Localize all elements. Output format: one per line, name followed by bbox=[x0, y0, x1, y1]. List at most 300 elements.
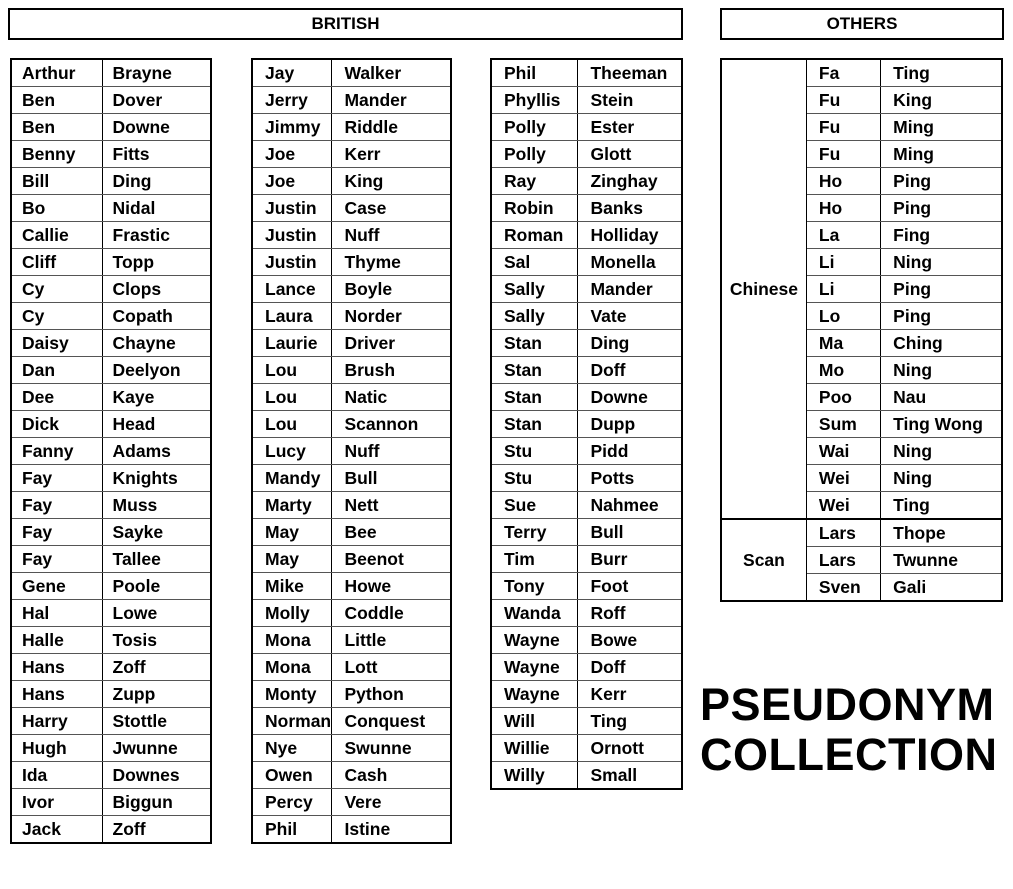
name-row bbox=[721, 519, 1002, 547]
first-name-cell: Polly bbox=[491, 114, 578, 141]
first-name-cell: Justin bbox=[252, 195, 332, 222]
first-name-cell: Hans bbox=[11, 681, 102, 708]
name-row bbox=[491, 519, 682, 546]
surname-cell: Ning bbox=[881, 249, 1002, 276]
surname-cell: Jwunne bbox=[102, 735, 211, 762]
first-name-cell: Ray bbox=[491, 168, 578, 195]
surname-cell: Ping bbox=[881, 303, 1002, 330]
surname-cell: Nidal bbox=[102, 195, 211, 222]
name-row bbox=[252, 411, 451, 438]
name-row bbox=[11, 816, 211, 844]
surname-cell: Copath bbox=[102, 303, 211, 330]
surname-cell: Mander bbox=[332, 87, 451, 114]
first-name-cell: Willie bbox=[491, 735, 578, 762]
first-name-cell: Sally bbox=[491, 276, 578, 303]
name-row bbox=[491, 303, 682, 330]
surname-cell: Thope bbox=[881, 519, 1002, 547]
name-row bbox=[491, 654, 682, 681]
name-row bbox=[11, 303, 211, 330]
first-name-cell: Tony bbox=[491, 573, 578, 600]
first-name-cell: Fay bbox=[11, 546, 102, 573]
british-names-column-1 bbox=[10, 58, 212, 844]
name-row bbox=[11, 681, 211, 708]
surname-cell: Potts bbox=[578, 465, 682, 492]
surname-cell: Chayne bbox=[102, 330, 211, 357]
surname-cell: Poole bbox=[102, 573, 211, 600]
first-name-cell: Joe bbox=[252, 168, 332, 195]
name-row bbox=[11, 762, 211, 789]
first-name-cell: Fay bbox=[11, 465, 102, 492]
surname-cell: Mander bbox=[578, 276, 682, 303]
name-row bbox=[252, 654, 451, 681]
first-name-cell: Justin bbox=[252, 249, 332, 276]
name-row bbox=[252, 168, 451, 195]
first-name-cell: Norman bbox=[252, 708, 332, 735]
name-row bbox=[491, 735, 682, 762]
surname-cell: Knights bbox=[102, 465, 211, 492]
first-name-cell: Lou bbox=[252, 384, 332, 411]
name-row bbox=[11, 735, 211, 762]
name-row bbox=[11, 276, 211, 303]
first-name-cell: Gene bbox=[11, 573, 102, 600]
surname-cell: Conquest bbox=[332, 708, 451, 735]
surname-cell: Walker bbox=[332, 59, 451, 87]
name-row bbox=[491, 330, 682, 357]
name-row bbox=[491, 600, 682, 627]
surname-cell: Lowe bbox=[102, 600, 211, 627]
surname-cell: Little bbox=[332, 627, 451, 654]
surname-cell: Norder bbox=[332, 303, 451, 330]
surname-cell: Ting bbox=[881, 492, 1002, 520]
first-name-cell: Fu bbox=[806, 141, 880, 168]
first-name-cell: Harry bbox=[11, 708, 102, 735]
british-names-column-2 bbox=[251, 58, 452, 844]
first-name-cell: Phil bbox=[491, 59, 578, 87]
first-name-cell: Stan bbox=[491, 411, 578, 438]
surname-cell: Dover bbox=[102, 87, 211, 114]
surname-cell: Stottle bbox=[102, 708, 211, 735]
surname-cell: Brush bbox=[332, 357, 451, 384]
name-row bbox=[11, 411, 211, 438]
surname-cell: Kerr bbox=[332, 141, 451, 168]
surname-cell: Gali bbox=[881, 574, 1002, 602]
surname-cell: Tosis bbox=[102, 627, 211, 654]
name-row bbox=[11, 222, 211, 249]
name-row bbox=[252, 627, 451, 654]
surname-cell: Small bbox=[578, 762, 682, 790]
name-row bbox=[11, 519, 211, 546]
title-line-1: PSEUDONYM bbox=[700, 679, 995, 730]
surname-cell: Ting Wong bbox=[881, 411, 1002, 438]
first-name-cell: Lars bbox=[806, 547, 880, 574]
first-name-cell: Fanny bbox=[11, 438, 102, 465]
surname-cell: King bbox=[881, 87, 1002, 114]
name-row bbox=[491, 357, 682, 384]
surname-cell: Banks bbox=[578, 195, 682, 222]
first-name-cell: Ma bbox=[806, 330, 880, 357]
first-name-cell: Laurie bbox=[252, 330, 332, 357]
first-name-cell: Lou bbox=[252, 357, 332, 384]
first-name-cell: Polly bbox=[491, 141, 578, 168]
surname-cell: Burr bbox=[578, 546, 682, 573]
surname-cell: Vate bbox=[578, 303, 682, 330]
first-name-cell: Monty bbox=[252, 681, 332, 708]
first-name-cell: Fay bbox=[11, 492, 102, 519]
first-name-cell: Sven bbox=[806, 574, 880, 602]
name-row bbox=[252, 816, 451, 844]
first-name-cell: Cliff bbox=[11, 249, 102, 276]
name-row bbox=[491, 87, 682, 114]
surname-cell: Foot bbox=[578, 573, 682, 600]
surname-cell: Ning bbox=[881, 357, 1002, 384]
surname-cell: Stein bbox=[578, 87, 682, 114]
surname-cell: Zupp bbox=[102, 681, 211, 708]
surname-cell: Downe bbox=[102, 114, 211, 141]
others-names-table bbox=[720, 58, 1003, 602]
name-row bbox=[491, 762, 682, 790]
first-name-cell: Tim bbox=[491, 546, 578, 573]
name-row bbox=[11, 87, 211, 114]
name-row bbox=[491, 573, 682, 600]
name-row bbox=[11, 114, 211, 141]
first-name-cell: Lou bbox=[252, 411, 332, 438]
first-name-cell: Phyllis bbox=[491, 87, 578, 114]
first-name-cell: Ho bbox=[806, 195, 880, 222]
first-name-cell: Will bbox=[491, 708, 578, 735]
name-row bbox=[252, 141, 451, 168]
name-row bbox=[491, 59, 682, 87]
first-name-cell: Stu bbox=[491, 438, 578, 465]
first-name-cell: Lucy bbox=[252, 438, 332, 465]
name-row bbox=[11, 141, 211, 168]
name-row bbox=[491, 141, 682, 168]
first-name-cell: Bo bbox=[11, 195, 102, 222]
first-name-cell: Justin bbox=[252, 222, 332, 249]
name-row bbox=[252, 492, 451, 519]
first-name-cell: Nye bbox=[252, 735, 332, 762]
surname-cell: Holliday bbox=[578, 222, 682, 249]
name-row bbox=[11, 492, 211, 519]
surname-cell: Ting bbox=[578, 708, 682, 735]
first-name-cell: Fay bbox=[11, 519, 102, 546]
name-row bbox=[491, 546, 682, 573]
name-row bbox=[252, 87, 451, 114]
name-row bbox=[11, 465, 211, 492]
first-name-cell: Stan bbox=[491, 357, 578, 384]
first-name-cell: Daisy bbox=[11, 330, 102, 357]
name-row bbox=[252, 681, 451, 708]
surname-cell: Zoff bbox=[102, 654, 211, 681]
first-name-cell: Hans bbox=[11, 654, 102, 681]
surname-cell: Ping bbox=[881, 276, 1002, 303]
surname-cell: King bbox=[332, 168, 451, 195]
first-name-cell: Arthur bbox=[11, 59, 102, 87]
name-row bbox=[252, 735, 451, 762]
first-name-cell: Wayne bbox=[491, 681, 578, 708]
surname-cell: Nau bbox=[881, 384, 1002, 411]
surname-cell: Python bbox=[332, 681, 451, 708]
first-name-cell: Ben bbox=[11, 87, 102, 114]
name-row bbox=[11, 59, 211, 87]
name-row bbox=[252, 357, 451, 384]
name-row bbox=[11, 627, 211, 654]
surname-cell: Muss bbox=[102, 492, 211, 519]
name-row bbox=[252, 114, 451, 141]
first-name-cell: Mona bbox=[252, 627, 332, 654]
surname-cell: Kaye bbox=[102, 384, 211, 411]
first-name-cell: Joe bbox=[252, 141, 332, 168]
surname-cell: Driver bbox=[332, 330, 451, 357]
surname-cell: Lott bbox=[332, 654, 451, 681]
surname-cell: Head bbox=[102, 411, 211, 438]
surname-cell: Scannon bbox=[332, 411, 451, 438]
name-row bbox=[491, 114, 682, 141]
first-name-cell: May bbox=[252, 546, 332, 573]
surname-cell: Boyle bbox=[332, 276, 451, 303]
name-row bbox=[491, 681, 682, 708]
first-name-cell: Dee bbox=[11, 384, 102, 411]
name-row bbox=[252, 438, 451, 465]
first-name-cell: Jerry bbox=[252, 87, 332, 114]
surname-cell: Topp bbox=[102, 249, 211, 276]
surname-cell: Ching bbox=[881, 330, 1002, 357]
surname-cell: Pidd bbox=[578, 438, 682, 465]
first-name-cell: Wanda bbox=[491, 600, 578, 627]
surname-cell: Roff bbox=[578, 600, 682, 627]
first-name-cell: Mona bbox=[252, 654, 332, 681]
surname-cell: Downe bbox=[578, 384, 682, 411]
first-name-cell: Callie bbox=[11, 222, 102, 249]
name-row bbox=[11, 546, 211, 573]
surname-cell: Ornott bbox=[578, 735, 682, 762]
name-row bbox=[11, 384, 211, 411]
surname-cell: Sayke bbox=[102, 519, 211, 546]
first-name-cell: Wayne bbox=[491, 654, 578, 681]
surname-cell: Nett bbox=[332, 492, 451, 519]
first-name-cell: Jack bbox=[11, 816, 102, 844]
british-header: BRITISH bbox=[8, 8, 683, 40]
first-name-cell: Wayne bbox=[491, 627, 578, 654]
surname-cell: Cash bbox=[332, 762, 451, 789]
name-row bbox=[252, 789, 451, 816]
first-name-cell: Lance bbox=[252, 276, 332, 303]
name-row bbox=[11, 600, 211, 627]
surname-cell: Theeman bbox=[578, 59, 682, 87]
surname-cell: Clops bbox=[102, 276, 211, 303]
surname-cell: Vere bbox=[332, 789, 451, 816]
surname-cell: Fing bbox=[881, 222, 1002, 249]
surname-cell: Frastic bbox=[102, 222, 211, 249]
name-row bbox=[11, 330, 211, 357]
surname-cell: Ding bbox=[102, 168, 211, 195]
name-row bbox=[252, 573, 451, 600]
first-name-cell: Phil bbox=[252, 816, 332, 844]
surname-cell: Twunne bbox=[881, 547, 1002, 574]
surname-cell: Ping bbox=[881, 168, 1002, 195]
name-row bbox=[491, 411, 682, 438]
surname-cell: Howe bbox=[332, 573, 451, 600]
others-header: OTHERS bbox=[720, 8, 1004, 40]
name-row bbox=[252, 465, 451, 492]
first-name-cell: La bbox=[806, 222, 880, 249]
first-name-cell: Terry bbox=[491, 519, 578, 546]
first-name-cell: Li bbox=[806, 249, 880, 276]
name-row bbox=[11, 168, 211, 195]
surname-cell: Monella bbox=[578, 249, 682, 276]
first-name-cell: Sal bbox=[491, 249, 578, 276]
surname-cell: Istine bbox=[332, 816, 451, 844]
name-row bbox=[11, 357, 211, 384]
name-row bbox=[491, 384, 682, 411]
first-name-cell: Lars bbox=[806, 519, 880, 547]
first-name-cell: Wei bbox=[806, 465, 880, 492]
name-row bbox=[252, 762, 451, 789]
surname-cell: Bowe bbox=[578, 627, 682, 654]
name-row bbox=[491, 168, 682, 195]
name-row bbox=[11, 438, 211, 465]
first-name-cell: Mike bbox=[252, 573, 332, 600]
surname-cell: Beenot bbox=[332, 546, 451, 573]
surname-cell: Riddle bbox=[332, 114, 451, 141]
surname-cell: Ning bbox=[881, 465, 1002, 492]
name-row bbox=[11, 789, 211, 816]
name-row bbox=[491, 276, 682, 303]
surname-cell: Nuff bbox=[332, 438, 451, 465]
first-name-cell: Sue bbox=[491, 492, 578, 519]
first-name-cell: Stan bbox=[491, 384, 578, 411]
name-row bbox=[491, 627, 682, 654]
first-name-cell: Hal bbox=[11, 600, 102, 627]
first-name-cell: Benny bbox=[11, 141, 102, 168]
first-name-cell: Ivor bbox=[11, 789, 102, 816]
name-row bbox=[11, 195, 211, 222]
surname-cell: Bull bbox=[578, 519, 682, 546]
first-name-cell: Bill bbox=[11, 168, 102, 195]
surname-cell: Ping bbox=[881, 195, 1002, 222]
name-row bbox=[491, 222, 682, 249]
first-name-cell: Molly bbox=[252, 600, 332, 627]
surname-cell: Ding bbox=[578, 330, 682, 357]
name-row bbox=[721, 59, 1002, 87]
surname-cell: Tallee bbox=[102, 546, 211, 573]
name-row bbox=[11, 654, 211, 681]
name-row bbox=[252, 59, 451, 87]
name-row bbox=[252, 249, 451, 276]
surname-cell: Dupp bbox=[578, 411, 682, 438]
surname-cell: Nuff bbox=[332, 222, 451, 249]
first-name-cell: Laura bbox=[252, 303, 332, 330]
surname-cell: Ming bbox=[881, 141, 1002, 168]
first-name-cell: Cy bbox=[11, 276, 102, 303]
first-name-cell: Wai bbox=[806, 438, 880, 465]
first-name-cell: May bbox=[252, 519, 332, 546]
surname-cell: Ming bbox=[881, 114, 1002, 141]
first-name-cell: Ben bbox=[11, 114, 102, 141]
name-row bbox=[252, 276, 451, 303]
british-names-column-3 bbox=[490, 58, 683, 790]
surname-cell: Kerr bbox=[578, 681, 682, 708]
name-row bbox=[11, 573, 211, 600]
surname-cell: Bee bbox=[332, 519, 451, 546]
surname-cell: Fitts bbox=[102, 141, 211, 168]
name-row bbox=[252, 222, 451, 249]
first-name-cell: Lo bbox=[806, 303, 880, 330]
surname-cell: Swunne bbox=[332, 735, 451, 762]
first-name-cell: Dick bbox=[11, 411, 102, 438]
surname-cell: Ning bbox=[881, 438, 1002, 465]
surname-cell: Coddle bbox=[332, 600, 451, 627]
first-name-cell: Sum bbox=[806, 411, 880, 438]
first-name-cell: Halle bbox=[11, 627, 102, 654]
group-label-cell: Scan bbox=[721, 519, 806, 601]
first-name-cell: Willy bbox=[491, 762, 578, 790]
first-name-cell: Dan bbox=[11, 357, 102, 384]
name-row bbox=[491, 492, 682, 519]
surname-cell: Biggun bbox=[102, 789, 211, 816]
name-row bbox=[11, 708, 211, 735]
first-name-cell: Roman bbox=[491, 222, 578, 249]
surname-cell: Case bbox=[332, 195, 451, 222]
surname-cell: Ester bbox=[578, 114, 682, 141]
surname-cell: Thyme bbox=[332, 249, 451, 276]
first-name-cell: Fu bbox=[806, 87, 880, 114]
first-name-cell: Mandy bbox=[252, 465, 332, 492]
name-row bbox=[252, 384, 451, 411]
first-name-cell: Owen bbox=[252, 762, 332, 789]
name-row bbox=[252, 519, 451, 546]
first-name-cell: Poo bbox=[806, 384, 880, 411]
surname-cell: Doff bbox=[578, 654, 682, 681]
surname-cell: Natic bbox=[332, 384, 451, 411]
first-name-cell: Robin bbox=[491, 195, 578, 222]
surname-cell: Zoff bbox=[102, 816, 211, 844]
surname-cell: Zinghay bbox=[578, 168, 682, 195]
surname-cell: Doff bbox=[578, 357, 682, 384]
name-row bbox=[11, 249, 211, 276]
first-name-cell: Marty bbox=[252, 492, 332, 519]
name-row bbox=[252, 195, 451, 222]
name-row bbox=[491, 195, 682, 222]
group-label-cell: Chinese bbox=[721, 59, 806, 519]
first-name-cell: Percy bbox=[252, 789, 332, 816]
first-name-cell: Stan bbox=[491, 330, 578, 357]
surname-cell: Glott bbox=[578, 141, 682, 168]
surname-cell: Bull bbox=[332, 465, 451, 492]
first-name-cell: Sally bbox=[491, 303, 578, 330]
first-name-cell: Mo bbox=[806, 357, 880, 384]
first-name-cell: Ho bbox=[806, 168, 880, 195]
first-name-cell: Jimmy bbox=[252, 114, 332, 141]
first-name-cell: Ida bbox=[11, 762, 102, 789]
collection-title bbox=[700, 679, 998, 780]
first-name-cell: Fa bbox=[806, 59, 880, 87]
surname-cell: Adams bbox=[102, 438, 211, 465]
surname-cell: Brayne bbox=[102, 59, 211, 87]
name-row bbox=[491, 465, 682, 492]
name-row bbox=[491, 708, 682, 735]
name-row bbox=[491, 249, 682, 276]
surname-cell: Nahmee bbox=[578, 492, 682, 519]
first-name-cell: Stu bbox=[491, 465, 578, 492]
surname-cell: Downes bbox=[102, 762, 211, 789]
name-row bbox=[252, 303, 451, 330]
title-line-2: COLLECTION bbox=[700, 729, 998, 780]
first-name-cell: Hugh bbox=[11, 735, 102, 762]
first-name-cell: Li bbox=[806, 276, 880, 303]
first-name-cell: Jay bbox=[252, 59, 332, 87]
name-row bbox=[252, 708, 451, 735]
surname-cell: Ting bbox=[881, 59, 1002, 87]
